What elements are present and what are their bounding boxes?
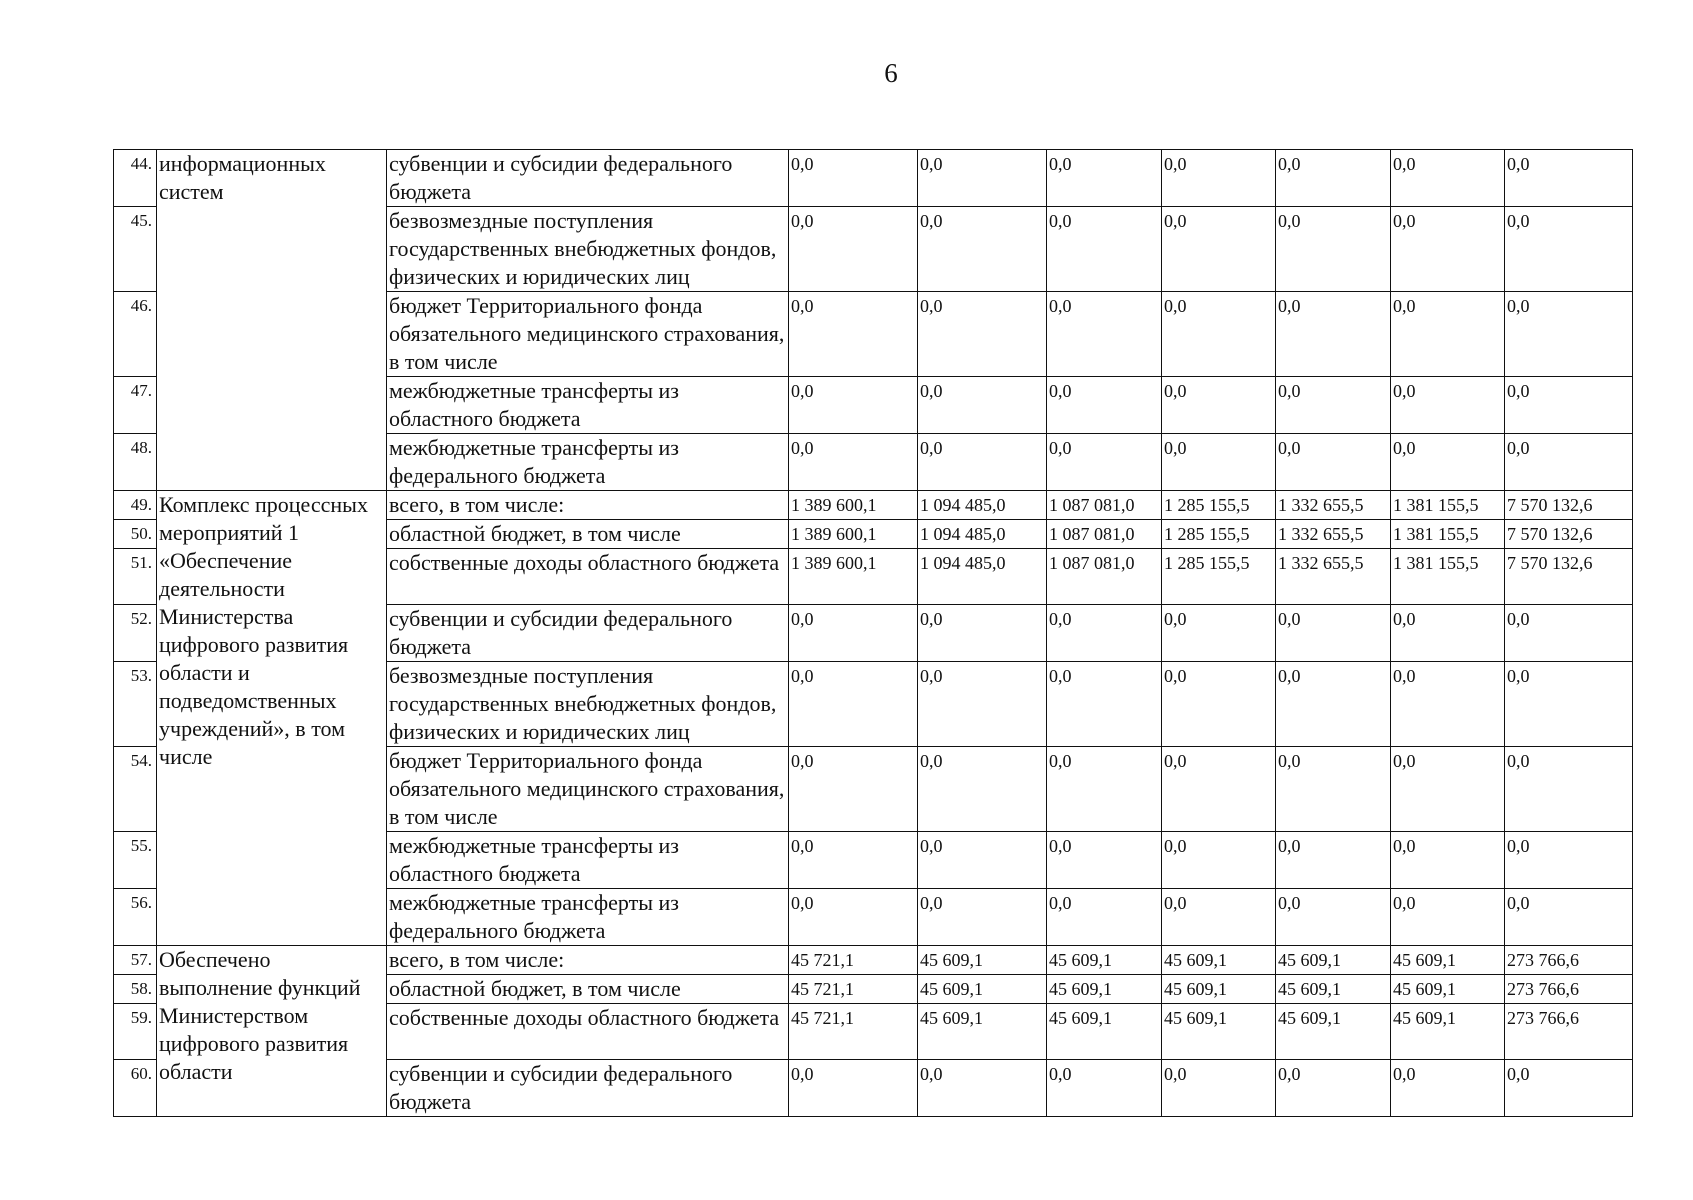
program-name: Комплекс процессных мероприятий 1 «Обеспечение деятельности Министерства цифрового развития области и подведомственных учреждений», в том числе — [157, 491, 387, 946]
amount-cell: 0,0 — [918, 150, 1047, 207]
amount-cell: 0,0 — [1391, 889, 1505, 946]
amount-cell: 0,0 — [1047, 747, 1162, 832]
amount-cell: 0,0 — [918, 434, 1047, 491]
row-number: 47. — [114, 377, 157, 434]
row-number: 44. — [114, 150, 157, 207]
amount-cell: 45 609,1 — [1391, 975, 1505, 1004]
amount-cell: 0,0 — [1276, 747, 1391, 832]
row-number: 58. — [114, 975, 157, 1004]
amount-cell: 45 609,1 — [918, 975, 1047, 1004]
amount-cell: 0,0 — [1505, 662, 1633, 747]
funding-source: безвозмездные поступления государственных внебюджетных фондов, физических и юридических лиц — [387, 662, 789, 747]
amount-cell: 0,0 — [1276, 207, 1391, 292]
amount-cell: 0,0 — [1047, 605, 1162, 662]
amount-cell: 273 766,6 — [1505, 946, 1633, 975]
table-row — [114, 491, 1633, 520]
funding-source: всего, в том числе: — [387, 491, 789, 520]
amount-cell: 0,0 — [1391, 150, 1505, 207]
amount-cell: 45 609,1 — [1162, 975, 1276, 1004]
program-name: информационных систем — [157, 150, 387, 491]
amount-cell: 0,0 — [789, 1060, 918, 1117]
amount-cell: 0,0 — [1391, 292, 1505, 377]
amount-cell: 0,0 — [1391, 662, 1505, 747]
amount-cell: 273 766,6 — [1505, 1004, 1633, 1060]
amount-cell: 0,0 — [1047, 207, 1162, 292]
funding-source: собственные доходы областного бюджета — [387, 549, 789, 605]
funding-source: субвенции и субсидии федерального бюджета — [387, 605, 789, 662]
amount-cell: 0,0 — [1391, 377, 1505, 434]
amount-cell: 1 389 600,1 — [789, 520, 918, 549]
amount-cell: 0,0 — [918, 889, 1047, 946]
row-number: 49. — [114, 491, 157, 520]
amount-cell: 0,0 — [1162, 747, 1276, 832]
amount-cell: 1 332 655,5 — [1276, 549, 1391, 605]
table-row — [114, 946, 1633, 975]
amount-cell: 0,0 — [789, 832, 918, 889]
row-number: 55. — [114, 832, 157, 889]
amount-cell: 0,0 — [1505, 605, 1633, 662]
row-number: 59. — [114, 1004, 157, 1060]
funding-source: субвенции и субсидии федерального бюджета — [387, 1060, 789, 1117]
row-number: 60. — [114, 1060, 157, 1117]
amount-cell: 0,0 — [789, 207, 918, 292]
amount-cell: 0,0 — [1505, 150, 1633, 207]
amount-cell: 0,0 — [1162, 292, 1276, 377]
amount-cell: 0,0 — [1505, 889, 1633, 946]
amount-cell: 0,0 — [1505, 377, 1633, 434]
amount-cell: 0,0 — [1047, 292, 1162, 377]
page-number: 6 — [884, 58, 898, 88]
funding-source: собственные доходы областного бюджета — [387, 1004, 789, 1060]
amount-cell: 7 570 132,6 — [1505, 549, 1633, 605]
amount-cell: 45 609,1 — [918, 946, 1047, 975]
amount-cell: 1 087 081,0 — [1047, 491, 1162, 520]
amount-cell: 0,0 — [1391, 434, 1505, 491]
amount-cell: 45 609,1 — [1391, 946, 1505, 975]
amount-cell: 0,0 — [1505, 434, 1633, 491]
amount-cell: 7 570 132,6 — [1505, 491, 1633, 520]
amount-cell: 0,0 — [1047, 150, 1162, 207]
amount-cell: 0,0 — [789, 605, 918, 662]
amount-cell: 0,0 — [1162, 1060, 1276, 1117]
amount-cell: 45 609,1 — [1162, 1004, 1276, 1060]
amount-cell: 1 285 155,5 — [1162, 520, 1276, 549]
amount-cell: 45 609,1 — [1276, 1004, 1391, 1060]
amount-cell: 0,0 — [1391, 1060, 1505, 1117]
row-number: 48. — [114, 434, 157, 491]
amount-cell: 0,0 — [1047, 832, 1162, 889]
amount-cell: 1 094 485,0 — [918, 520, 1047, 549]
amount-cell: 1 389 600,1 — [789, 491, 918, 520]
funding-source: безвозмездные поступления государственных внебюджетных фондов, физических и юридических лиц — [387, 207, 789, 292]
amount-cell: 1 381 155,5 — [1391, 520, 1505, 549]
amount-cell: 0,0 — [1162, 662, 1276, 747]
amount-cell: 0,0 — [918, 377, 1047, 434]
program-name: Обеспечено выполнение функций Министерством цифрового развития области — [157, 946, 387, 1117]
amount-cell: 45 609,1 — [1276, 946, 1391, 975]
amount-cell: 0,0 — [1276, 292, 1391, 377]
amount-cell: 1 285 155,5 — [1162, 491, 1276, 520]
amount-cell: 0,0 — [1276, 832, 1391, 889]
row-number: 45. — [114, 207, 157, 292]
amount-cell: 45 721,1 — [789, 1004, 918, 1060]
row-number: 50. — [114, 520, 157, 549]
amount-cell: 1 332 655,5 — [1276, 520, 1391, 549]
amount-cell: 0,0 — [1047, 434, 1162, 491]
amount-cell: 45 609,1 — [1047, 975, 1162, 1004]
funding-source: межбюджетные трансферты из областного бюджета — [387, 832, 789, 889]
funding-source: бюджет Территориального фонда обязательного медицинского страхования, в том числе — [387, 292, 789, 377]
amount-cell: 7 570 132,6 — [1505, 520, 1633, 549]
amount-cell: 0,0 — [1505, 207, 1633, 292]
amount-cell: 0,0 — [1276, 1060, 1391, 1117]
amount-cell: 0,0 — [1276, 434, 1391, 491]
amount-cell: 0,0 — [789, 434, 918, 491]
amount-cell: 0,0 — [789, 292, 918, 377]
amount-cell: 45 609,1 — [1276, 975, 1391, 1004]
amount-cell: 0,0 — [1047, 889, 1162, 946]
funding-source: бюджет Территориального фонда обязательного медицинского страхования, в том числе — [387, 747, 789, 832]
amount-cell: 1 389 600,1 — [789, 549, 918, 605]
amount-cell: 0,0 — [1162, 150, 1276, 207]
row-number: 54. — [114, 747, 157, 832]
amount-cell: 1 087 081,0 — [1047, 549, 1162, 605]
amount-cell: 45 609,1 — [1047, 946, 1162, 975]
amount-cell: 0,0 — [1276, 605, 1391, 662]
amount-cell: 273 766,6 — [1505, 975, 1633, 1004]
amount-cell: 1 285 155,5 — [1162, 549, 1276, 605]
amount-cell: 0,0 — [1162, 434, 1276, 491]
funding-source: межбюджетные трансферты из федерального бюджета — [387, 434, 789, 491]
amount-cell: 0,0 — [1162, 377, 1276, 434]
amount-cell: 45 609,1 — [1391, 1004, 1505, 1060]
amount-cell: 1 381 155,5 — [1391, 491, 1505, 520]
row-number: 51. — [114, 549, 157, 605]
amount-cell: 0,0 — [789, 747, 918, 832]
amount-cell: 0,0 — [1276, 889, 1391, 946]
funding-source: всего, в том числе: — [387, 946, 789, 975]
amount-cell: 0,0 — [1391, 207, 1505, 292]
funding-source: межбюджетные трансферты из областного бюджета — [387, 377, 789, 434]
amount-cell: 0,0 — [1162, 889, 1276, 946]
amount-cell: 0,0 — [1162, 605, 1276, 662]
amount-cell: 1 087 081,0 — [1047, 520, 1162, 549]
amount-cell: 0,0 — [1162, 832, 1276, 889]
amount-cell: 0,0 — [918, 662, 1047, 747]
row-number: 52. — [114, 605, 157, 662]
amount-cell: 45 609,1 — [1047, 1004, 1162, 1060]
amount-cell: 0,0 — [918, 605, 1047, 662]
amount-cell: 0,0 — [1505, 1060, 1633, 1117]
funding-source: областной бюджет, в том числе — [387, 975, 789, 1004]
amount-cell: 0,0 — [918, 1060, 1047, 1117]
row-number: 57. — [114, 946, 157, 975]
amount-cell: 0,0 — [789, 889, 918, 946]
amount-cell: 45 721,1 — [789, 975, 918, 1004]
amount-cell: 45 609,1 — [1162, 946, 1276, 975]
amount-cell: 0,0 — [1505, 747, 1633, 832]
amount-cell: 0,0 — [1505, 292, 1633, 377]
amount-cell: 0,0 — [918, 207, 1047, 292]
amount-cell: 0,0 — [1276, 662, 1391, 747]
amount-cell: 1 094 485,0 — [918, 549, 1047, 605]
amount-cell: 0,0 — [1391, 747, 1505, 832]
amount-cell: 0,0 — [1162, 207, 1276, 292]
amount-cell: 0,0 — [1505, 832, 1633, 889]
amount-cell: 0,0 — [789, 150, 918, 207]
amount-cell: 1 381 155,5 — [1391, 549, 1505, 605]
amount-cell: 45 609,1 — [918, 1004, 1047, 1060]
amount-cell: 0,0 — [1047, 377, 1162, 434]
amount-cell: 0,0 — [1047, 662, 1162, 747]
funding-source: субвенции и субсидии федерального бюджета — [387, 150, 789, 207]
amount-cell: 0,0 — [918, 747, 1047, 832]
funding-source: областной бюджет, в том числе — [387, 520, 789, 549]
row-number: 56. — [114, 889, 157, 946]
amount-cell: 0,0 — [789, 377, 918, 434]
amount-cell: 0,0 — [918, 292, 1047, 377]
row-number: 46. — [114, 292, 157, 377]
amount-cell: 1 094 485,0 — [918, 491, 1047, 520]
amount-cell: 1 332 655,5 — [1276, 491, 1391, 520]
amount-cell: 0,0 — [1391, 605, 1505, 662]
row-number: 53. — [114, 662, 157, 747]
amount-cell: 0,0 — [789, 662, 918, 747]
table-row — [114, 150, 1633, 207]
amount-cell: 0,0 — [918, 832, 1047, 889]
funding-source: межбюджетные трансферты из федерального бюджета — [387, 889, 789, 946]
amount-cell: 0,0 — [1276, 150, 1391, 207]
budget-table — [113, 149, 1633, 1117]
amount-cell: 0,0 — [1047, 1060, 1162, 1117]
amount-cell: 45 721,1 — [789, 946, 918, 975]
amount-cell: 0,0 — [1391, 832, 1505, 889]
amount-cell: 0,0 — [1276, 377, 1391, 434]
